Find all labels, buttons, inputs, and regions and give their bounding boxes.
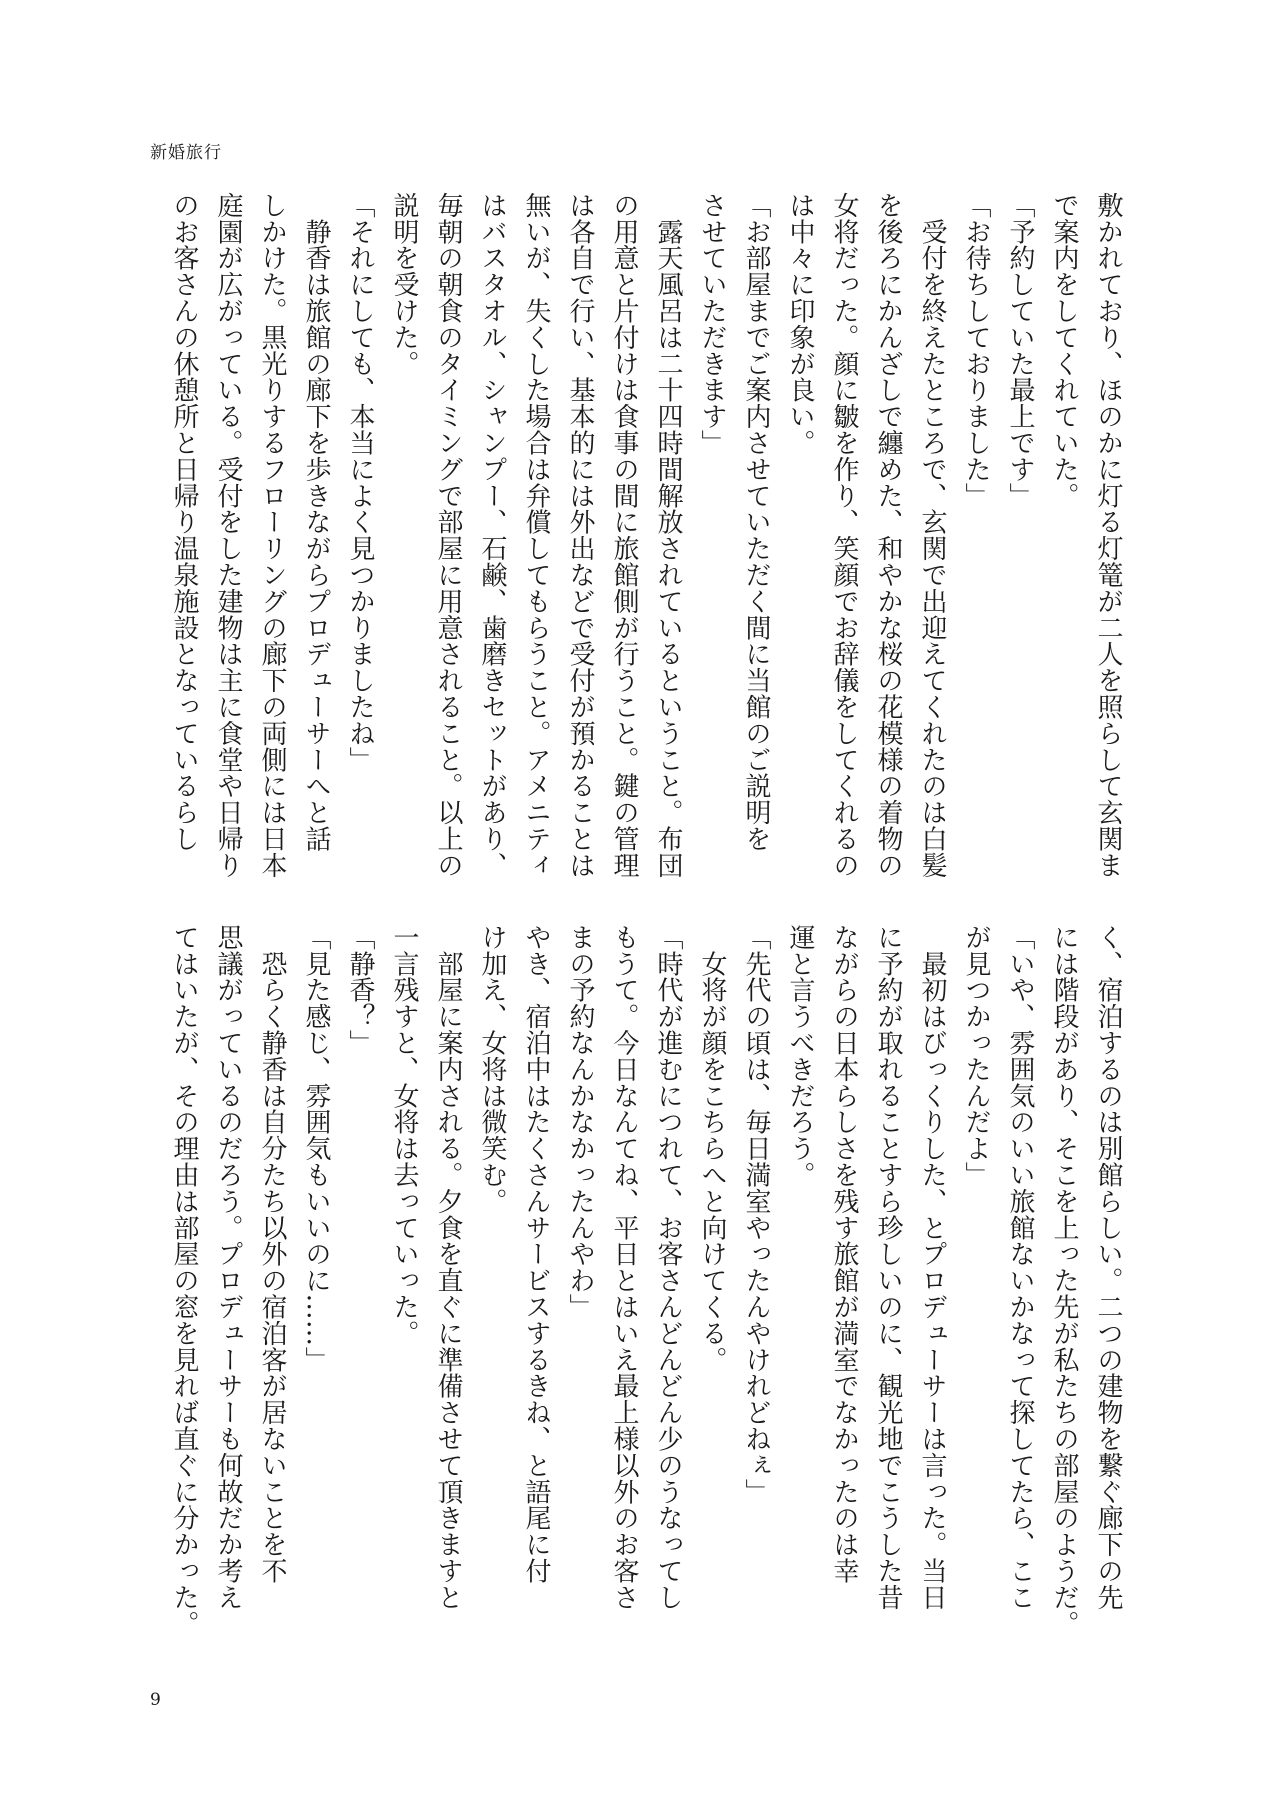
text-column: はバスタオル、シャンプー、石鹸、歯磨きセットがあり、 [477, 192, 507, 879]
text-column: け加え、女将は微笑む。 [477, 924, 507, 1215]
text-column: に予約が取れることすら珍しいのに、観光地でこうした昔 [873, 924, 903, 1611]
text-column: 運と言うべきだろう。 [785, 924, 815, 1188]
text-column: させていただきます」 [697, 192, 727, 456]
text-column: 敷かれており、ほのかに灯る灯篭が二人を照らして玄関ま [1093, 192, 1123, 879]
text-column: 「それにしても、本当によく見つかりましたね」 [345, 192, 375, 773]
running-head: 新婚旅行 [150, 143, 222, 163]
text-column: 毎朝の朝食のタイミングで部屋に用意されること。以上の [433, 192, 463, 879]
text-column: は各自で行い、基本的には外出などで受付が預かることは [565, 192, 595, 879]
text-column: やき、宿泊中はたくさんサービスするきね、と語尾に付 [521, 924, 551, 1584]
text-column: のお客さんの休憩所と日帰り温泉施設となっているらし [169, 192, 199, 852]
text-column: には階段があり、そこを上った先が私たちの部屋のようだ。 [1049, 924, 1079, 1637]
page-number: 9 [150, 1690, 161, 1710]
text-column: 女将が顔をこちらへと向けてくる。 [697, 924, 727, 1373]
text-column: 露天風呂は二十四時間解放されているということ。布団 [653, 192, 683, 879]
text-column: 無いが、失くした場合は弁償してもらうこと。アメニティ [521, 192, 551, 879]
text-column: 「先代の頃は、毎日満室やったんやけれどねぇ」 [741, 924, 771, 1505]
text-column: 「予約していた最上です」 [1005, 192, 1035, 509]
text-column: く、宿泊するのは別館らしい。二つの建物を繋ぐ廊下の先 [1093, 924, 1123, 1611]
text-column: 受付を終えたところで、玄関で出迎えてくれたのは白髪 [917, 192, 947, 879]
text-column: 「時代が進むにつれて、お客さんどんどん少のうなってし [653, 924, 683, 1611]
text-column: 恐らく静香は自分たち以外の宿泊客が居ないことを不 [257, 924, 287, 1584]
text-column: 「お待ちしておりました」 [961, 192, 991, 509]
text-column: で案内をしてくれていた。 [1049, 192, 1079, 509]
text-column: 最初はびっくりした、とプロデューサーは言った。当日 [917, 924, 947, 1611]
text-column: まの予約なんかなかったんやわ」 [565, 924, 595, 1320]
text-column: 「いや、雰囲気のいい旅館ないかなって探してたら、ここ [1005, 924, 1035, 1611]
text-column: 「見た感じ、雰囲気もいいのに……」 [301, 924, 331, 1373]
text-block-lower [162, 924, 1130, 1637]
text-column: を後ろにかんざしで纏めた、和やかな桜の花模様の着物の [873, 192, 903, 879]
text-column: 女将だった。顔に皺を作り、笑顔でお辞儀をしてくれるの [829, 192, 859, 879]
text-column: 説明を受けた。 [389, 192, 419, 377]
text-column: ながらの日本らしさを残す旅館が満室でなかったのは幸 [829, 924, 859, 1584]
text-column: 「お部屋までご案内させていただく間に当館のご説明を [741, 192, 771, 852]
text-column: 部屋に案内される。夕食を直ぐに準備させて頂きますと [433, 924, 463, 1611]
text-column: は中々に印象が良い。 [785, 192, 815, 456]
text-column: が見つかったんだよ」 [961, 924, 991, 1188]
text-column: てはいたが、その理由は部屋の窓を見れば直ぐに分かった。 [169, 924, 199, 1637]
text-column: 静香は旅館の廊下を歩きながらプロデューサーへと話 [301, 192, 331, 852]
text-column: もうて。今日なんてね、平日とはいえ最上様以外のお客さ [609, 924, 639, 1611]
text-block-upper [162, 192, 1130, 892]
text-column: しかけた。黒光りするフローリングの廊下の両側には日本 [257, 192, 287, 879]
text-column: 「静香？」 [345, 924, 375, 1056]
text-column: の用意と片付けは食事の間に旅館側が行うこと。鍵の管理 [609, 192, 639, 879]
text-column: 庭園が広がっている。受付をした建物は主に食堂や日帰り [213, 192, 243, 879]
text-column: 一言残すと、女将は去っていった。 [389, 924, 419, 1347]
text-column: 思議がっているのだろう。プロデューサーも何故だか考え [213, 924, 243, 1611]
